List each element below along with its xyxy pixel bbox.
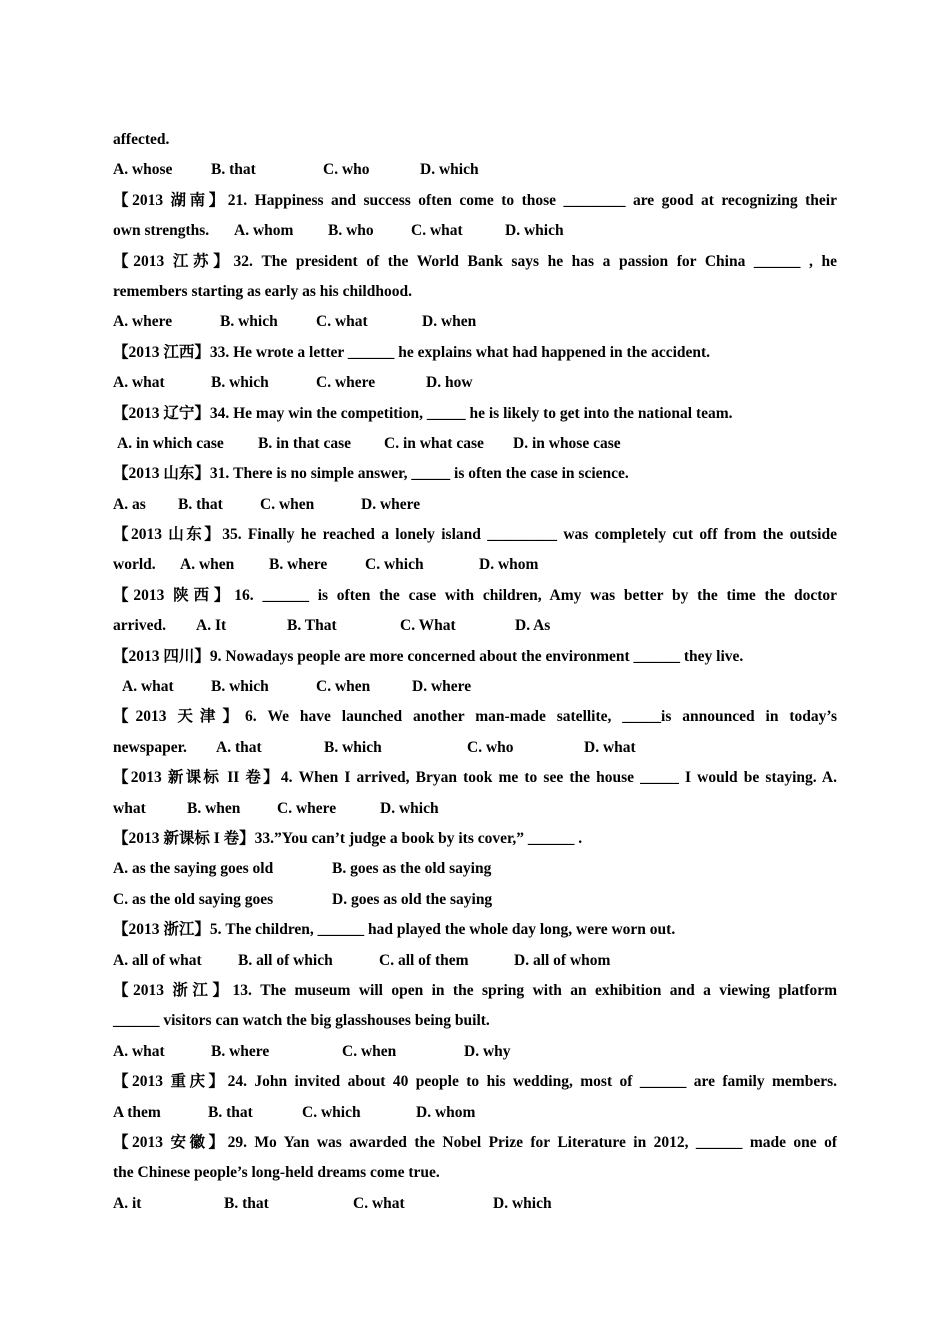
option-d: D. how bbox=[426, 374, 473, 392]
option-d: D. what bbox=[584, 738, 636, 756]
text-line: affected. bbox=[113, 131, 170, 148]
option-b: B. which bbox=[211, 374, 269, 392]
question-continuation: what bbox=[113, 799, 146, 817]
question-line: 【2013 辽宁】34. He may win the competition, _____ he is likely to get into the national team. bbox=[113, 404, 733, 422]
question-line: 【2013 江苏】32. The president of the World Bank says he has a passion for China ______ , he bbox=[113, 252, 837, 270]
option-c: C. who bbox=[467, 738, 514, 756]
option-a: A. all of what bbox=[113, 951, 202, 969]
option-c: C. when bbox=[316, 678, 371, 696]
option-a: A. where bbox=[113, 313, 173, 331]
question-line: 【2013 浙江】13. The museum will open in the spring with an exhibition and a viewing platform bbox=[113, 981, 837, 999]
text-line: the Chinese people’s long-held dreams come true. bbox=[113, 1164, 440, 1182]
option-a: A them bbox=[113, 1103, 161, 1121]
question-line: 【2013 新课标 II 卷】4. When I arrived, Bryan took me to see the house _____ I would be staying. A. bbox=[113, 769, 837, 787]
option-b: B. where bbox=[269, 556, 328, 574]
question-line: 【2013 江西】33. He wrote a letter ______ he explains what had happened in the accident. bbox=[113, 343, 711, 361]
options-line bbox=[113, 368, 837, 398]
question-continuation: own strengths. bbox=[113, 222, 210, 240]
option-c: C. where bbox=[316, 374, 376, 392]
option-d: D. all of whom bbox=[514, 951, 611, 969]
option-b: B. when bbox=[187, 799, 241, 817]
option-c: C. where bbox=[277, 799, 337, 817]
option-d: D. why bbox=[464, 1042, 511, 1060]
question-continuation: arrived. bbox=[113, 617, 166, 635]
text-line: remembers starting as early as his childhood. bbox=[113, 282, 412, 300]
question-line: 【2013 陕西】16. ______ is often the case with children, Amy was better by the time the doctor bbox=[113, 586, 837, 604]
option-b: B. That bbox=[287, 617, 337, 635]
option-d: D. which bbox=[420, 161, 479, 179]
options-line bbox=[113, 854, 837, 884]
option-b: B. who bbox=[328, 222, 374, 240]
question-line: 【2013 山东】31. There is no simple answer, _____ is often the case in science. bbox=[113, 465, 629, 483]
option-d: D. whom bbox=[416, 1103, 476, 1121]
text-line bbox=[113, 216, 837, 246]
question-line: 【2013 新课标 I 卷】33.”You can’t judge a book by its cover,” ______ . bbox=[113, 829, 583, 847]
text-line bbox=[113, 794, 837, 824]
option-b: B. all of which bbox=[238, 951, 333, 969]
option-d: D. where bbox=[412, 678, 472, 696]
option-c: C. as the old saying goes bbox=[113, 890, 274, 908]
option-c: C. all of them bbox=[379, 951, 469, 969]
option-a: A. what bbox=[113, 374, 165, 392]
options-line bbox=[113, 672, 837, 702]
option-a: A. whom bbox=[234, 222, 294, 240]
options-line bbox=[113, 885, 837, 915]
question-line: 【2013 湖南】21. Happiness and success often come to those ________ are good at recognizing their bbox=[113, 191, 837, 209]
options-line bbox=[113, 946, 837, 976]
option-d: D. whom bbox=[479, 556, 539, 574]
option-c: C. who bbox=[323, 161, 370, 179]
option-c: C. what bbox=[353, 1194, 405, 1212]
document-page bbox=[113, 125, 837, 1219]
option-d: D. which bbox=[505, 222, 564, 240]
options-line bbox=[113, 1098, 837, 1128]
question-line: 【2013 浙江】5. The children, ______ had played the whole day long, were worn out. bbox=[113, 921, 676, 939]
option-b: B. that bbox=[211, 161, 256, 179]
option-b: B. in that case bbox=[258, 434, 351, 452]
options-line bbox=[113, 307, 837, 337]
option-c: C. what bbox=[316, 313, 368, 331]
option-d: D. when bbox=[422, 313, 477, 331]
options-line bbox=[113, 429, 837, 459]
question-continuation: newspaper. bbox=[113, 738, 187, 756]
question-line: 【2013 山东】35. Finally he reached a lonely island _________ was completely cut off from the outside bbox=[113, 526, 837, 544]
option-a: A. it bbox=[113, 1194, 142, 1212]
option-a: A. what bbox=[122, 678, 174, 696]
option-c: C. when bbox=[260, 495, 315, 513]
question-line: 【2013 重庆】24. John invited about 40 people to his wedding, most of ______ are family members. bbox=[113, 1073, 837, 1091]
option-d: D. which bbox=[380, 799, 439, 817]
option-d: D. in whose case bbox=[513, 434, 621, 452]
option-d: D. As bbox=[515, 617, 551, 635]
option-a: A. when bbox=[180, 556, 235, 574]
option-c: C. which bbox=[365, 556, 424, 574]
option-a: A. whose bbox=[113, 161, 173, 179]
option-c: C. when bbox=[342, 1042, 397, 1060]
option-b: B. that bbox=[178, 495, 223, 513]
option-c: C. which bbox=[302, 1103, 361, 1121]
text-line bbox=[113, 550, 837, 580]
question-line: 【2013 安徽】29. Mo Yan was awarded the Nobel Prize for Literature in 2012, ______ made one of bbox=[113, 1133, 837, 1151]
options-line bbox=[113, 1037, 837, 1067]
option-a: A. as bbox=[113, 495, 146, 513]
option-a: A. in which case bbox=[117, 434, 224, 452]
option-c: C. What bbox=[400, 617, 456, 635]
question-line: 【2013 天津】6. We have launched another man-made satellite, _____is announced in today’s bbox=[113, 708, 837, 726]
option-b: B. which bbox=[220, 313, 278, 331]
option-b: B. goes as the old saying bbox=[332, 860, 492, 878]
question-line: 【2013 四川】9. Nowadays people are more concerned about the environment ______ they live. bbox=[113, 647, 744, 665]
option-b: B. that bbox=[224, 1194, 269, 1212]
option-d: D. where bbox=[361, 495, 421, 513]
option-b: B. where bbox=[211, 1042, 270, 1060]
option-d: D. which bbox=[493, 1194, 552, 1212]
option-b: B. which bbox=[324, 738, 382, 756]
options-line bbox=[113, 490, 837, 520]
option-a: A. as the saying goes old bbox=[113, 860, 274, 878]
option-c: C. in what case bbox=[384, 434, 484, 452]
text-line: ______ visitors can watch the big glasshouses being built. bbox=[113, 1012, 490, 1030]
options-line bbox=[113, 1189, 837, 1219]
text-line bbox=[113, 611, 837, 641]
options-line bbox=[113, 155, 837, 185]
text-line bbox=[113, 733, 837, 763]
question-continuation: world. bbox=[113, 556, 156, 574]
option-a: A. that bbox=[216, 738, 262, 756]
option-c: C. what bbox=[411, 222, 463, 240]
option-b: B. that bbox=[208, 1103, 253, 1121]
option-a: A. what bbox=[113, 1042, 165, 1060]
option-b: B. which bbox=[211, 678, 269, 696]
option-d: D. goes as old the saying bbox=[332, 890, 493, 908]
option-a: A. It bbox=[196, 617, 227, 635]
